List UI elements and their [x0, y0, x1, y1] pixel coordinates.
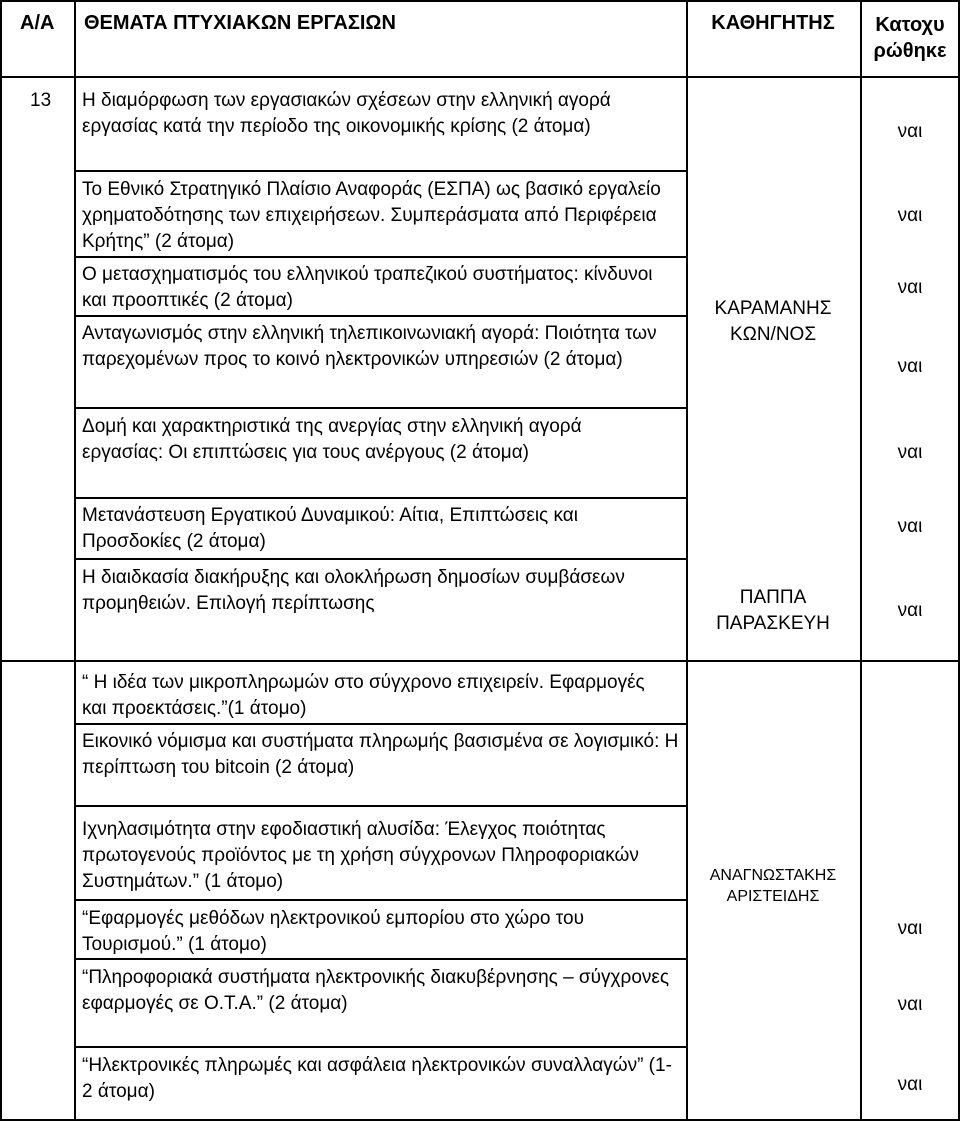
- table-border-right: [958, 0, 960, 1121]
- table-border-top: [0, 0, 960, 2]
- row-divider: [74, 256, 686, 258]
- topic-row: Η διαιδκασία διακήρυξης και ολοκλήρωση δημοσίων συμβάσεων προμηθειών. Επιλογή περίπτωσης: [82, 567, 625, 614]
- row-number: 13: [30, 90, 52, 111]
- header-reserved-line2: ρώθηκε: [873, 40, 947, 62]
- professor-karamanis: [686, 296, 860, 348]
- row-divider: [74, 899, 686, 901]
- reserved-value: ναι: [897, 277, 923, 298]
- row-divider: [74, 958, 686, 960]
- header-professor: ΚΑΘΗΓΗΤΗΣ: [711, 12, 835, 34]
- table-border-left: [0, 0, 2, 1121]
- row-divider: [74, 497, 686, 499]
- group-divider: [0, 660, 960, 662]
- professor-pappa: [686, 585, 860, 637]
- professor-name-line: ΚΑΡΑΜΑΝΗΣ: [714, 298, 832, 319]
- header-reserved-line1: Κατοχυ: [875, 14, 945, 36]
- professor-name-line: ΠΑΠΠΑ: [739, 587, 807, 608]
- reserved-value: ναι: [897, 442, 923, 463]
- professor-name-line: ΑΝΑΓΝΩΣΤΑΚΗΣ: [709, 867, 837, 884]
- professor-anagnostakis: [686, 865, 860, 907]
- professor-name-line: ΚΩΝ/ΝΟΣ: [729, 324, 817, 345]
- header-topics: ΘΕΜΑΤΑ ΠΤΥΧΙΑΚΩΝ ΕΡΓΑΣΙΩΝ: [84, 12, 396, 34]
- reserved-value: ναι: [897, 600, 923, 621]
- row-divider: [74, 558, 686, 560]
- topic-row: Η διαμόρφωση των εργασιακών σχέσεων στην ελληνική αγορά εργασίας κατά την περίοδο της οικονομικής κρίσης (2 άτομα): [82, 90, 611, 137]
- reserved-value: ναι: [897, 121, 923, 142]
- group-divider: [74, 805, 686, 807]
- topic-row: “Εφαρμογές μεθόδων ηλεκτρονικού εμπορίου στο χώρο του Τουρισμού.” (1 άτομο): [82, 908, 584, 955]
- topic-row: Δομή και χαρακτηριστικά της ανεργίας στην ελληνική αγορά εργασίας: Οι επιπτώσεις για τους ανέργους (2 άτομα): [82, 416, 582, 463]
- topic-row: Εικονικό νόμισμα και συστήματα πληρωμής βασισμένα σε λογισμικό: Η περίπτωση του bitcoin (2 άτομα): [82, 731, 679, 778]
- row-divider: [74, 315, 686, 317]
- row-divider: [74, 170, 686, 172]
- col-divider: [686, 0, 688, 1121]
- topic-row: Το Εθνικό Στρατηγικό Πλαίσιο Αναφοράς (ΕΣΠΑ) ως βασικό εργαλείο χρηματοδότησης των επιχειρήσεων. Συμπεράσματα από Περιφέρεια Κρήτης” (2 άτομα): [82, 179, 661, 252]
- professor-name-line: ΠΑΡΑΣΚΕΥΗ: [716, 613, 830, 634]
- reserved-value: ναι: [897, 1074, 923, 1095]
- row-divider: [74, 723, 686, 725]
- reserved-value: ναι: [897, 918, 923, 939]
- col-divider: [74, 0, 76, 1121]
- professor-name-line: ΑΡΙΣΤΕΙΔΗΣ: [726, 888, 820, 905]
- topic-row: Ανταγωνισμός στην ελληνική τηλεπικοινωνιακή αγορά: Ποιότητα των παρεχομένων προς το κοινό ηλεκτρονικών υπηρεσιών (2 άτομα): [82, 323, 657, 370]
- reserved-value: ναι: [897, 516, 923, 537]
- row-divider: [74, 407, 686, 409]
- topic-row: Ο μετασχηματισμός του ελληνικού τραπεζικού συστήματος: κίνδυνοι και προοπτικές (2 άτομα): [82, 264, 653, 311]
- table-border-bottom: [0, 1119, 960, 1121]
- topic-row: “Ηλεκτρονικές πληρωμές και ασφάλεια ηλεκτρονικών συναλλαγών” (1-2 άτομα): [82, 1055, 672, 1102]
- topic-row: “ Η ιδέα των μικροπληρωμών στο σύγχρονο επιχειρείν. Εφαρμογές και προεκτάσεις.”(1 άτομο): [82, 672, 645, 719]
- topic-row: Ιχνηλασιμότητα στην εφοδιαστική αλυσίδα: Έλεγχος ποιότητας πρωτογενούς προϊόντος με τη χρήση σύγχρονων Πληροφοριακών Συστημάτων.” (1 άτομο): [82, 819, 639, 892]
- header-aa: Α/Α: [20, 12, 55, 34]
- reserved-value: ναι: [897, 205, 923, 226]
- row-divider: [74, 1046, 686, 1048]
- topic-row: “Πληροφοριακά συστήματα ηλεκτρονικής διακυβέρνησης – σύγχρονες εφαρμογές σε Ο.Τ.Α.” (2 άτομα): [82, 967, 670, 1014]
- topic-row: Μετανάστευση Εργατικού Δυναμικού: Αίτια, Επιπτώσεις και Προσδοκίες (2 άτομα): [82, 505, 578, 552]
- reserved-value: ναι: [897, 356, 923, 377]
- col-divider: [860, 0, 862, 1121]
- header-divider: [0, 76, 960, 78]
- reserved-value: ναι: [897, 994, 923, 1015]
